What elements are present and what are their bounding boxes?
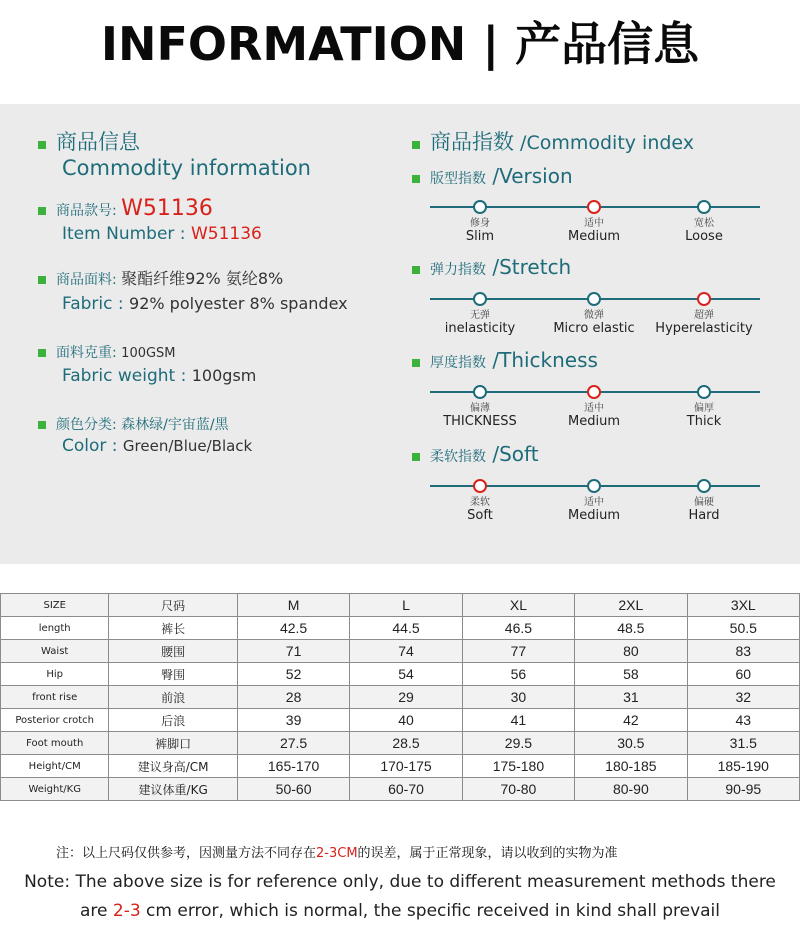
scale-label (425, 310, 535, 336)
table-cell: 2XL (575, 594, 687, 617)
table-row (1, 778, 800, 801)
scale-point-selected (587, 385, 601, 399)
index-title-1 (412, 255, 571, 279)
table-cell: Waist (1, 640, 109, 663)
bullet-icon (412, 359, 420, 367)
fabric-label-en: Fabric : (62, 294, 130, 314)
bullet-icon (38, 141, 46, 149)
scale-label-cn: 适中 (584, 497, 604, 508)
table-cell: 50.5 (687, 617, 799, 640)
table-cell: 56 (462, 663, 574, 686)
table-row (1, 686, 800, 709)
scale-point-selected (473, 479, 487, 493)
table-cell: Hip (1, 663, 109, 686)
table-cell: 建议身高/CM (109, 755, 237, 778)
note-en-text-1: are (79, 901, 113, 921)
item-number-value-en: W51136 (190, 224, 262, 244)
table-cell: 80-90 (575, 778, 687, 801)
table-cell: 165-170 (237, 755, 349, 778)
scale-label-cn: 偏薄 (470, 403, 490, 414)
scale-label-en: Thick (686, 413, 722, 429)
bullet-icon (38, 276, 46, 284)
note-cn-text-2: 的误差，属于正常现象，请以收到的实物为准 (357, 846, 618, 861)
table-cell: 60 (687, 663, 799, 686)
scale-point (473, 292, 487, 306)
table-cell: 29.5 (462, 732, 574, 755)
table-cell: 60-70 (350, 778, 462, 801)
note-en (0, 868, 800, 926)
table-row (1, 640, 800, 663)
scale-label (649, 497, 759, 523)
scale-label (539, 497, 649, 523)
scale-label (649, 218, 759, 244)
table-cell: 185-190 (687, 755, 799, 778)
commodity-index-heading (412, 126, 694, 156)
scale-label-cn: 修身 (470, 218, 490, 229)
table-cell: 32 (687, 686, 799, 709)
table-cell: 28.5 (350, 732, 462, 755)
bullet-icon (38, 207, 46, 215)
scale-label-en: THICKNESS (443, 413, 517, 429)
scale-label (425, 403, 535, 429)
table-cell: 70-80 (462, 778, 574, 801)
commodity-info-heading-en: Commodity information (62, 156, 311, 180)
scale-label-cn: 超弹 (694, 310, 714, 321)
table-cell: 44.5 (350, 617, 462, 640)
scale-point (697, 479, 711, 493)
table-cell: 52 (237, 663, 349, 686)
table-cell: 41 (462, 709, 574, 732)
table-cell: 尺码 (109, 594, 237, 617)
index-scale-3 (430, 479, 760, 539)
table-cell: 170-175 (350, 755, 462, 778)
scale-label-en: Slim (465, 228, 495, 244)
color-label-en: Color : (62, 436, 123, 456)
scale-label-en: Micro elastic (553, 320, 635, 336)
index-scale-2 (430, 385, 760, 445)
table-cell: length (1, 617, 109, 640)
color-value-en: Green/Blue/Black (122, 437, 253, 455)
scale-point-selected (697, 292, 711, 306)
fabric-value-en: 92% polyester 8% spandex (129, 294, 348, 313)
scale-label-en: inelasticity (444, 320, 516, 336)
table-cell: 42.5 (237, 617, 349, 640)
scale-label (425, 218, 535, 244)
table-row (1, 755, 800, 778)
commodity-index-heading-en: /Commodity index (514, 132, 695, 154)
color-value-cn: 森林绿/宇宙蓝/黑 (121, 417, 229, 433)
table-cell: 58 (575, 663, 687, 686)
index-title-3 (412, 442, 539, 466)
table-cell: 42 (575, 709, 687, 732)
scale-label (425, 497, 535, 523)
table-row (1, 663, 800, 686)
commodity-info-heading-cn: 商品信息 (56, 130, 140, 154)
table-cell: Weight/KG (1, 778, 109, 801)
scale-label-en: Soft (467, 507, 493, 523)
scale-point (587, 292, 601, 306)
index-title-en: /Thickness (486, 348, 598, 372)
commodity-info-heading (38, 126, 140, 156)
table-cell: 28 (237, 686, 349, 709)
table-cell: 30.5 (575, 732, 687, 755)
table-row (1, 732, 800, 755)
table-cell: 54 (350, 663, 462, 686)
table-cell: M (237, 594, 349, 617)
table-cell: 31.5 (687, 732, 799, 755)
index-scale-1 (430, 292, 760, 352)
table-cell: SIZE (1, 594, 109, 617)
scale-point-selected (587, 200, 601, 214)
table-cell: XL (462, 594, 574, 617)
scale-label-en: Medium (568, 413, 620, 429)
note-cn (56, 842, 618, 861)
index-title-2 (412, 348, 598, 372)
scale-label-cn: 微弹 (584, 310, 604, 321)
bullet-icon (412, 175, 420, 183)
scale-label-cn: 宽松 (694, 218, 714, 229)
table-cell: 180-185 (575, 755, 687, 778)
table-cell: 90-95 (687, 778, 799, 801)
index-title-cn: 柔软指数 (430, 449, 486, 465)
index-title-en: /Stretch (486, 255, 572, 279)
scale-label-cn: 适中 (584, 218, 604, 229)
item-number-label-en: Item Number : (62, 224, 191, 244)
scale-label (539, 218, 649, 244)
index-title-en: /Version (486, 164, 573, 188)
note-en-line-2 (0, 897, 800, 926)
table-cell: 46.5 (462, 617, 574, 640)
scale-label-en: Hyperelasticity (655, 320, 753, 336)
scale-label-cn: 偏硬 (694, 497, 714, 508)
scale-label-cn: 偏厚 (694, 403, 714, 414)
table-cell: 腰围 (109, 640, 237, 663)
table-cell: 40 (350, 709, 462, 732)
table-cell: front rise (1, 686, 109, 709)
index-scale-0 (430, 200, 760, 260)
scale-label (649, 310, 759, 336)
table-cell: 74 (350, 640, 462, 663)
table-cell: 50-60 (237, 778, 349, 801)
index-title-cn: 厚度指数 (430, 355, 486, 371)
table-cell: 前浪 (109, 686, 237, 709)
bullet-icon (38, 349, 46, 357)
note-en-line-1: Note: The above size is for reference only, due to different measurement methods there (24, 872, 776, 892)
bullet-icon (412, 453, 420, 461)
table-cell: 裤长 (109, 617, 237, 640)
note-en-text-2: cm error, which is normal, the specific received in kind shall prevail (140, 901, 721, 921)
scale-label-cn: 无弹 (470, 310, 490, 321)
bullet-icon (412, 141, 420, 149)
scale-label (539, 310, 649, 336)
scale-label-en: Medium (568, 507, 620, 523)
weight-label-en: Fabric weight : (62, 366, 192, 386)
weight-label-cn: 面料克重: (56, 345, 117, 361)
table-cell: 27.5 (237, 732, 349, 755)
item-number-block (38, 196, 213, 221)
scale-point (473, 385, 487, 399)
bullet-icon (412, 266, 420, 274)
scale-label-en: Medium (568, 228, 620, 244)
note-cn-highlight: 2-3CM (316, 846, 358, 861)
commodity-index-heading-cn: 商品指数 (430, 130, 514, 154)
fabric-value-cn: 聚酯纤维92% 氨纶8% (121, 269, 284, 288)
index-title-cn: 版型指数 (430, 171, 486, 187)
color-label-cn: 颜色分类: (56, 417, 117, 433)
scale-label (539, 403, 649, 429)
index-title-0 (412, 164, 573, 188)
table-header-row (1, 594, 800, 617)
bullet-icon (38, 421, 46, 429)
table-cell: 80 (575, 640, 687, 663)
table-row (1, 617, 800, 640)
weight-value-en: 100gsm (191, 366, 257, 385)
fabric-label-cn: 商品面料: (56, 272, 117, 288)
table-cell: 建议体重/KG (109, 778, 237, 801)
note-cn-text-1: 注：以上尺码仅供参考，因测量方法不同存在 (56, 846, 317, 861)
color-block (38, 414, 229, 434)
table-cell: L (350, 594, 462, 617)
scale-label-en: Loose (685, 228, 723, 244)
table-cell: 48.5 (575, 617, 687, 640)
table-cell: 77 (462, 640, 574, 663)
table-cell: 臀围 (109, 663, 237, 686)
table-cell: 43 (687, 709, 799, 732)
table-cell: 83 (687, 640, 799, 663)
weight-value-cn: 100GSM (121, 346, 176, 361)
table-cell: 29 (350, 686, 462, 709)
item-number-label-cn: 商品款号: (56, 203, 117, 219)
scale-label-en: Hard (688, 507, 720, 523)
table-cell: Height/CM (1, 755, 109, 778)
item-number-value-cn: W51136 (121, 196, 213, 221)
table-cell: 175-180 (462, 755, 574, 778)
index-title-en: /Soft (486, 442, 539, 466)
table-cell: 3XL (687, 594, 799, 617)
scale-point (697, 200, 711, 214)
table-cell: 后浪 (109, 709, 237, 732)
scale-point (473, 200, 487, 214)
table-row (1, 709, 800, 732)
page-title: INFORMATION | 产品信息 (100, 17, 700, 71)
scale-point (697, 385, 711, 399)
table-cell: 31 (575, 686, 687, 709)
table-cell: Foot mouth (1, 732, 109, 755)
index-title-cn: 弹力指数 (430, 262, 486, 278)
scale-label-cn: 适中 (584, 403, 604, 414)
table-cell: 裤脚口 (109, 732, 237, 755)
table-cell: Posterior crotch (1, 709, 109, 732)
size-table (0, 593, 800, 801)
table-cell: 39 (237, 709, 349, 732)
weight-block (38, 342, 176, 362)
info-panel (0, 104, 800, 564)
table-cell: 71 (237, 640, 349, 663)
fabric-block (38, 266, 283, 289)
scale-label-cn: 柔软 (470, 497, 490, 508)
scale-point (587, 479, 601, 493)
scale-label (649, 403, 759, 429)
table-cell: 30 (462, 686, 574, 709)
note-en-highlight: 2-3 (112, 901, 141, 921)
